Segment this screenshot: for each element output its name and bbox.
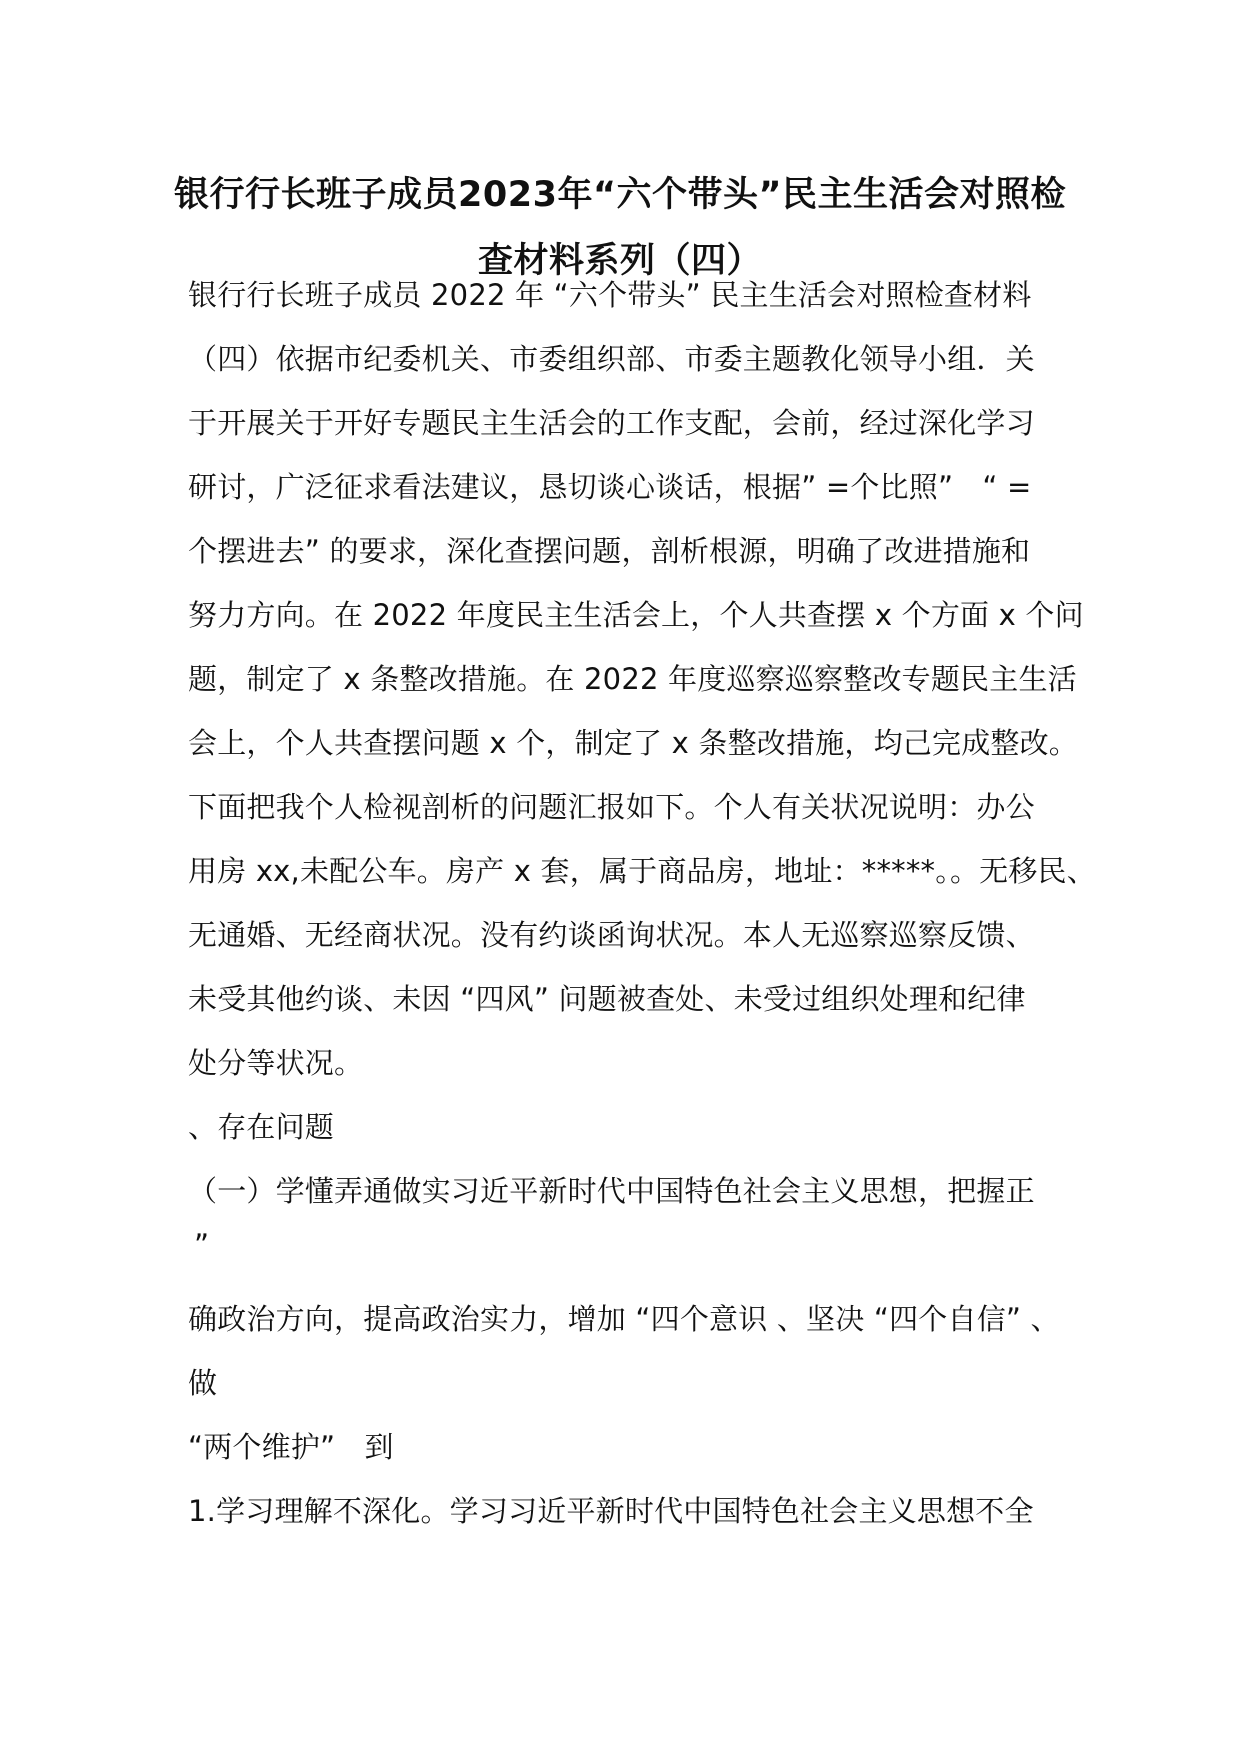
body-line-17: 确政治方向，提高政治实力，增加 “四个意识 、坚决 “四个自信” 、 <box>188 1302 1060 1336</box>
body-line-7: 题，制定了 x 条整改措施。在 2022 年度巡察巡察整改专题民主生活 <box>188 662 1077 696</box>
document-title-line-1: 银行行长班子成员2023年“六个带头”民主生活会对照检 <box>174 175 1066 215</box>
subsection-heading-1: （一）学懂弄通做实习近平新时代中国特色社会主义思想，把握正 <box>188 1174 1035 1208</box>
body-line-11: 无通婚、无经商状况。没有约谈函询状况。本人无巡察巡察反馈、 <box>188 918 1035 952</box>
body-line-2: （四）依据市纪委机关、市委组织部、市委主题教化领导小组．关 <box>188 342 1035 376</box>
stray-quote-mark: ” <box>194 1228 210 1262</box>
body-line-12: 未受其他约谈、未因 “四风” 问题被查处、未受过组织处理和纪律 <box>188 982 1026 1016</box>
body-line-5: 个摆进去” 的要求，深化查摆问题，剖析根源，明确了改进措施和 <box>188 534 1031 568</box>
body-line-18: 做 <box>188 1366 218 1400</box>
numbered-item-1: 1.学习理解不深化。学习习近平新时代中国特色社会主义思想不全 <box>188 1494 1034 1528</box>
body-line-9: 下面把我个人检视剖析的问题汇报如下。个人有关状况说明：办公 <box>188 790 1035 824</box>
body-line-8: 会上，个人共查摆问题 x 个，制定了 x 条整改措施，均己完成整改。 <box>188 726 1078 760</box>
body-line-3: 于开展关于开好专题民主生活会的工作支配，会前，经过深化学习 <box>188 406 1035 440</box>
body-line-4: 研讨，广泛征求看法建议，恳切谈心谈话，根据” =个比照” “ = <box>188 470 1032 504</box>
document-title-line-2: 查材料系列（四） <box>477 241 762 281</box>
body-line-1: 银行行长班子成员 2022 年 “六个带头” 民主生活会对照检查材料 <box>188 278 1032 312</box>
body-line-19: “两个维护” 到 <box>188 1430 394 1464</box>
section-heading-problems: 、存在问题 <box>188 1110 335 1144</box>
body-line-6: 努力方向。在 2022 年度民主生活会上，个人共查摆 x 个方面 x 个问 <box>188 598 1084 632</box>
body-line-10: 用房 xx,未配公车。房产 x 套，属于商品房，地址：*****。。无移民、 <box>188 854 1096 888</box>
body-line-13: 处分等状况。 <box>188 1046 364 1080</box>
